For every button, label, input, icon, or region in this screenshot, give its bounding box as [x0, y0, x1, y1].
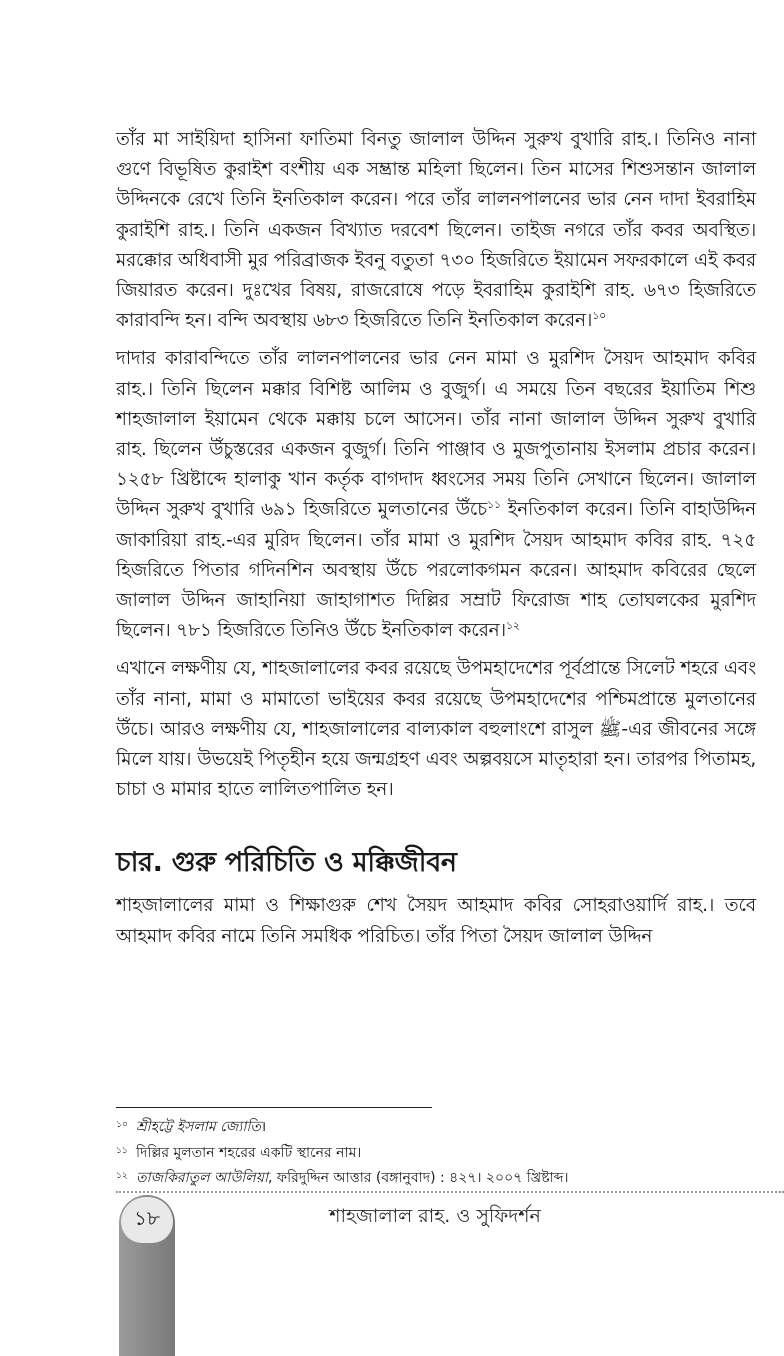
paragraph-4 [116, 891, 756, 951]
footnote-10 [116, 1116, 756, 1142]
footnote-text: , ফরিদুদ্দিন আত্তার (বঙ্গানুবাদ) : ৪২৭। ২০০৭ খ্রিষ্টাব্দ। [268, 1170, 569, 1186]
main-text [116, 125, 756, 960]
footnotes [116, 1116, 756, 1193]
footnote-mark: ১১ [116, 1145, 128, 1156]
footnote-12 [116, 1167, 756, 1193]
paragraph-3-text: এখানে লক্ষণীয় যে, শাহজালালের কবর রয়েছে উপমহাদেশের পূর্বপ্রান্তে সিলেট শহরে এবং তাঁর নানা, মামা ও মামাতো ভাইয়ের কবর রয়েছে উপমহাদেশের পশ্চিমপ্রান্তে মুলতানের উঁচে। আরও লক্ষণীয় যে, শাহজালালের বাল্যকাল বহুলাংশে রাসুল ﷺ-এর জীবনের সঙ্গে মিলে যায়। উভয়েই পিতৃহীন হয়ে জন্মগ্রহণ এবং অল্পবয়সে মাতৃহারা হন। তারপর পিতামহ, চাচা ও মামার হাতে লালিতপালিত হন। [116, 658, 756, 801]
paragraph-2-text-a: দাদার কারাবন্দিতে তাঁর লালনপালনের ভার নেন মামা ও মুরশিদ সৈয়দ আহমাদ কবির রাহ.। তিনি ছিলেন মক্কার বিশিষ্ট আলিম ও বুজুর্গ। এ সময়ে তিন বছরের ইয়াতিম শিশু শাহজালাল ইয়ামেন থেকে মক্কায় চলে আসেন। তাঁর নানা জালাল উদ্দিন সুরুখ বুখারি রাহ. ছিলেন উঁচুস্তরের একজন বুজুর্গ। তিনি পাঞ্জাব ও মুজপুতানায় ইসলাম প্রচার করেন। ১২৫৮ খ্রিষ্টাব্দে হালাকু খান কর্তৃক বাগদাদ ধ্বংসের সময় তিনি সেখানে ছিলেন। জালাল উদ্দিন সুরুখ বুখারি ৬৯১ হিজরিতে মুলতানের উঁচে [116, 348, 756, 521]
footnote-mark: ১২ [116, 1171, 128, 1181]
paragraph-3 [116, 654, 756, 805]
footnote-mark: ১০ [116, 1120, 128, 1130]
paragraph-1 [116, 125, 756, 336]
footnote-ref-10[interactable]: ১০ [592, 309, 607, 323]
footnote-text: । [260, 1119, 267, 1135]
footnote-11 [116, 1142, 756, 1168]
footnote-ref-11[interactable]: ১১ [487, 498, 501, 512]
section-heading: চার. গুরু পরিচিতি ও মক্কিজীবন [116, 847, 457, 879]
footnote-title: তাজকিরাতুল আউলিয়া [136, 1170, 269, 1186]
paragraph-4-text: শাহজালালের মামা ও শিক্ষাগুরু শেখ সৈয়দ আহমাদ কবির সোহরাওয়ার্দি রাহ.। তবে আহমাদ কবির নামে তিনি সমধিক পরিচিত। তাঁর পিতা সৈয়দ জালাল উদ্দিন [116, 895, 756, 947]
paragraph-2-text-b: ইনতিকাল করেন। তিনি বাহাউদ্দিন জাকারিয়া রাহ.-এর মুরিদ ছিলেন। তাঁর মামা ও মুরশিদ সৈয়দ আহমাদ কবির রাহ. ৭২৫ হিজরিতে পিতার গদিনশিন অবস্থায় উঁচে পরলোকগমন করেন। আহমাদ কবিরের ছেলে জালাল উদ্দিন জাহানিয়া জাহাগাশত দিল্লির সম্রাট ফিরোজ শাহ তোঘলকের মুরশিদ ছিলেন। ৭৮১ হিজরিতে তিনিও উঁচে ইনতিকাল করেন। [116, 499, 756, 642]
running-title: শাহজালাল রাহ. ও সুফিদর্শন [329, 1205, 541, 1227]
paragraph-2 [116, 344, 756, 646]
footnote-text: দিল্লির মুলতান শহরের একটি স্থানের নাম। [136, 1144, 362, 1161]
footer-dotted-line [116, 1191, 784, 1193]
footnote-title: শ্রীহট্টে ইসলাম জ্যোতি [136, 1119, 261, 1135]
page-number-cap [121, 1197, 173, 1243]
page-number: ১৮ [134, 1205, 160, 1230]
footnote-divider [116, 1107, 432, 1108]
paragraph-1-text: তাঁর মা সাইয়িদা হাসিনা ফাতিমা বিনতু জালাল উদ্দিন সুরুখ বুখারি রাহ.। তিনিও নানা গুণে বিভূষিত কুরাইশ বংশীয় এক সম্ভ্রান্ত মহিলা ছিলেন। তিন মাসের শিশুসন্তান জালাল উদ্দিনকে রেখে তিনি ইনতিকাল করেন। পরে তাঁর লালনপালনের ভার নেন দাদা ইবরাহিম কুরাইশি রাহ.। তিনি একজন বিখ্যাত দরবেশ ছিলেন। তাইজ নগরে তাঁর কবর অবস্থিত। মরক্কোর অধিবাসী মুর পরিব্রাজক ইবনু বতুতা ৭৩০ হিজরিতে ইয়ামেন সফরকালে এই কবর জিয়ারত করেন। দুঃখের বিষয়, রাজরোষে পড়ে ইবরাহিম কুরাইশি রাহ. ৬৭৩ হিজরিতে কারাবন্দি হন। বন্দি অবস্থায় ৬৮৩ হিজরিতে তিনি ইনতিকাল করেন। [116, 129, 756, 332]
footnote-ref-12[interactable]: ১২ [505, 619, 520, 633]
